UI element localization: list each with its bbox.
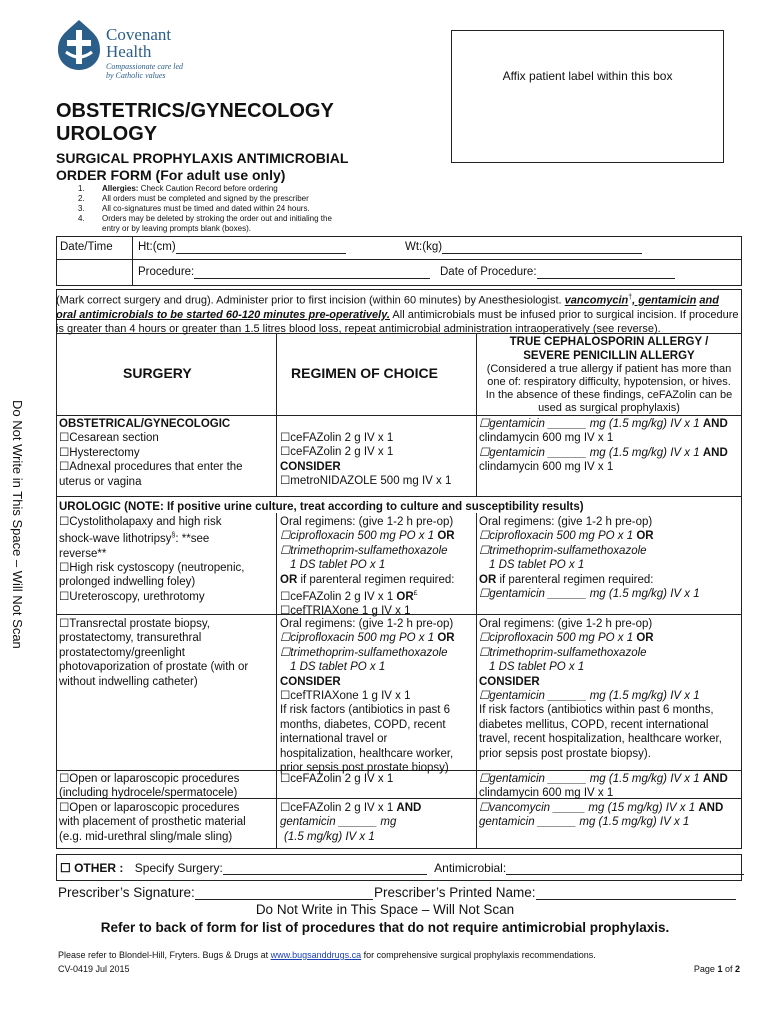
surgery-text: : **see <box>175 533 210 546</box>
intro-gentamicin: , gentamicin <box>632 294 697 307</box>
regimen-text: ☐ciprofloxacin 500 mg PO x 1 <box>280 530 435 543</box>
obgyn-heading: OBSTETRICAL/GYNECOLOGIC <box>59 418 231 430</box>
weight-input[interactable] <box>442 242 642 254</box>
allergy-desc-line: In the absence of these findings, ceFAZolin can be <box>485 389 733 401</box>
rule <box>56 236 742 237</box>
surgery-text: shock-wave lithotripsy <box>59 533 172 546</box>
or-text: OR <box>396 590 414 603</box>
uro1-cipro-checkbox[interactable] <box>280 529 455 543</box>
rule <box>56 496 742 497</box>
uro2-regimen-cell <box>280 617 455 775</box>
surgery-line: prostatectomy/greenlight <box>59 646 185 659</box>
rule <box>56 289 742 290</box>
surgery-line: photovaporization of prostate (with or <box>59 661 249 674</box>
obgyn-hysterectomy-checkbox[interactable]: ☐Hysterectomy <box>59 446 140 459</box>
uro1-allergy-gentamicin-checkbox[interactable]: ☐gentamicin ______ mg (1.5 mg/kg) IV x 1 <box>479 588 700 601</box>
rule <box>476 513 477 848</box>
surgery-line <box>59 529 244 546</box>
prescriber-signature-field[interactable] <box>58 886 373 900</box>
instruction-item <box>78 204 332 214</box>
uro3-cefazolin-checkbox[interactable]: ☐ceFAZolin 2 g IV x 1 <box>280 773 394 785</box>
instructions-list <box>78 184 332 234</box>
obgyn-surgery-cell <box>59 417 243 489</box>
allergy-line <box>479 573 700 587</box>
uro3-allergy-gentamicin-checkbox[interactable] <box>479 772 728 786</box>
intro-text-2: and oral antimicrobials to be started 60-120 minutes pre-operatively. <box>56 294 719 321</box>
rule <box>56 854 742 855</box>
page-current: 1 <box>717 964 723 974</box>
other-checkbox[interactable]: ☐ OTHER : <box>60 861 124 875</box>
height-input[interactable] <box>176 242 346 254</box>
regimen-line: If risk factors (antibiotics in past 6 <box>280 704 451 717</box>
regimen-line: international travel or <box>280 733 388 746</box>
logo-tagline-line2: by Catholic values <box>106 71 166 80</box>
other-row <box>60 861 744 875</box>
logo-tagline <box>106 62 183 80</box>
allergy-line: travel, recent hospitalization, healthcare worker, <box>479 733 722 746</box>
regimen-column-header: REGIMEN OF CHOICE <box>291 365 439 381</box>
page-number <box>640 962 740 976</box>
instruction-text: All orders must be completed and signed by the prescriber <box>102 194 309 203</box>
regimen-line: prior sepsis post prostate biopsy) <box>280 762 449 775</box>
prescriber-name-field[interactable] <box>374 886 736 900</box>
or-text: OR <box>636 530 654 543</box>
regimen-line: 1 DS tablet PO x 1 <box>290 661 386 674</box>
surgery-column-header: SURGERY <box>123 365 192 381</box>
uro1-ureteroscopy-checkbox[interactable]: ☐Ureteroscopy, urethrotomy <box>59 590 205 603</box>
procedure-label: Procedure: <box>138 266 195 278</box>
printed-name-input[interactable] <box>536 886 736 900</box>
uro1-allergy-cipro-checkbox[interactable] <box>479 529 700 543</box>
uro4-cefazolin-checkbox[interactable] <box>280 801 421 815</box>
regimen-line <box>280 573 455 587</box>
or-text: OR <box>437 530 455 543</box>
allergy-line: ☐gentamicin ______ mg (1.5 mg/kg) IV x 1 <box>479 418 700 430</box>
instruction-item <box>78 214 332 224</box>
and-text: AND <box>698 802 724 814</box>
allergy-line: 1 DS tablet PO x 1 <box>489 661 585 674</box>
urologic-heading: UROLOGIC (NOTE: If positive urine culture, treat according to culture and susceptibility results) <box>59 501 584 513</box>
footer-text: Please refer to Blondel-Hill, Fryters. Bugs & Drugs at <box>58 950 271 960</box>
and-text: AND <box>702 773 728 785</box>
specify-surgery-label: Specify Surgery: <box>134 861 223 875</box>
instruction-item <box>78 194 332 204</box>
pound-mark: £ <box>413 590 418 598</box>
procedure-date-label: Date of Procedure: <box>440 266 537 278</box>
uro1-ceftriaxone-checkbox[interactable]: ☐cefTRIAXone 1 g IV x 1 <box>280 605 411 618</box>
allergy-line: diabetes mellitus, COPD, recent international <box>479 718 709 731</box>
rule <box>56 289 57 848</box>
surgery-line: reverse** <box>59 547 107 560</box>
uro1-tmp-smx-checkbox[interactable]: ☐trimethoprim-sulfamethoxazole <box>280 544 448 557</box>
regimen-line: Oral regimens: (give 1-2 h pre-op) <box>280 516 454 528</box>
patient-label-text: Affix patient label within this box <box>502 69 673 83</box>
uro1-allergy-tmp-smx-checkbox[interactable]: ☐trimethoprim-sulfamethoxazole <box>479 544 647 557</box>
allergy-desc-line: one of: respiratory difficulty, hypotension, or hives. <box>487 376 731 388</box>
rule <box>56 880 742 881</box>
allergy-text: ☐ciprofloxacin 500 mg PO x 1 <box>479 632 634 645</box>
printed-name-label: Prescriber’s Printed Name: <box>374 885 536 900</box>
allergy-text: ☐gentamicin ______ mg (1.5 mg/kg) IV x 1 <box>479 773 700 785</box>
or-text: OR <box>636 632 654 645</box>
rule <box>56 259 742 260</box>
form-title-line2: UROLOGY <box>56 123 158 145</box>
uro2-allergy-cipro-checkbox[interactable] <box>479 631 722 645</box>
footer-text: for comprehensive surgical prophylaxis recommendations. <box>361 950 596 960</box>
refer-to-back-notice: Refer to back of form for list of procedures that do not require antimicrobial prophylaxis. <box>100 920 670 935</box>
allergy-line: clindamycin 600 mg IV x 1 <box>479 432 614 445</box>
and-text: AND <box>702 418 728 430</box>
uro1-allergy-cell <box>479 515 700 601</box>
weight-field[interactable] <box>405 240 642 254</box>
form-subtitle <box>56 150 348 184</box>
obgyn-regimen-cell <box>280 431 451 489</box>
footer-reference <box>58 948 596 962</box>
datetime-label: Date/Time <box>60 241 113 253</box>
surgery-line: (including hydrocele/spermatocele) <box>59 787 238 800</box>
regimen-line: 1 DS tablet PO x 1 <box>290 559 386 572</box>
obgyn-adnexal-text: uterus or vagina <box>59 475 142 488</box>
side-do-not-write-notice: Do Not Write in This Space – Will Not Scan <box>10 400 25 649</box>
obgyn-cefazolin-checkbox[interactable]: ☐ceFAZolin 2 g IV x 1 <box>280 446 394 459</box>
regimen-text: ☐ciprofloxacin 500 mg PO x 1 <box>280 632 435 645</box>
instruction-number: 3. <box>78 204 85 213</box>
regimen-line: gentamicin ______ mg <box>280 816 397 829</box>
allergy-line: prior sepsis post prostate biopsy). <box>479 747 651 760</box>
instruction-number: 2. <box>78 194 85 203</box>
instruction-item <box>78 184 332 194</box>
procedure-date-field[interactable] <box>440 265 675 279</box>
intro-text-3: All antimicrobials must be infused prior to surgical incision. If procedure is greater than 4 hours or greater than 1.5 litres blood loss, repeat antimicrobial administration intraoperatively (see reverse). <box>56 308 739 335</box>
allergy-header-line1: TRUE CEPHALOSPORIN ALLERGY / <box>509 336 709 348</box>
obgyn-allergy-gentamicin-checkbox[interactable] <box>479 446 728 460</box>
rule <box>56 848 742 849</box>
regimen-line: hospitalization, healthcare worker, <box>280 747 454 760</box>
height-field[interactable] <box>138 240 346 254</box>
surgery-line: prolonged indwelling foley) <box>59 576 196 589</box>
instruction-number <box>78 224 102 234</box>
uro1-regimen-cell <box>280 515 455 619</box>
obgyn-consider: CONSIDER <box>280 460 341 473</box>
allergy-desc-line: (Considered a true allergy if patient has more than <box>486 363 732 375</box>
weight-label: Wt:(kg) <box>405 241 443 253</box>
uro3-allergy-cell <box>479 772 728 801</box>
obgyn-allergy-cell <box>479 417 728 475</box>
surgery-line: with placement of prosthetic material <box>59 816 246 829</box>
allergy-line: clindamycin 600 mg IV x 1 <box>479 461 614 474</box>
uro4-regimen-cell <box>280 801 421 844</box>
uro2-ceftriaxone-checkbox[interactable]: ☐cefTRIAXone 1 g IV x 1 <box>280 690 411 703</box>
page-total: 2 <box>734 964 740 974</box>
bugs-and-drugs-link[interactable]: www.bugsanddrugs.ca <box>270 950 362 960</box>
uro1-cystoscopy-checkbox[interactable]: ☐High risk cystoscopy (neutropenic, <box>59 562 245 575</box>
logo-name-line2: Health <box>106 42 152 61</box>
logo-name <box>106 26 171 60</box>
form-code: CV-0419 Jul 2015 <box>58 964 130 974</box>
uro4-allergy-cell <box>479 801 723 830</box>
logo-name-line1: Covenant <box>106 25 172 44</box>
form-subtitle-line1: SURGICAL PROPHYLAXIS ANTIMICROBIAL <box>56 150 349 166</box>
intro-dagger: † <box>628 294 633 301</box>
rule <box>276 513 277 848</box>
allergy-line: gentamicin ______ mg (1.5 mg/kg) IV x 1 <box>479 816 690 829</box>
allergy-text: if parenteral regimen required: <box>496 573 654 586</box>
uro2-surgery-cell <box>59 617 248 689</box>
allergy-line: Oral regimens: (give 1-2 h pre-op) <box>479 618 653 630</box>
obgyn-allergy-gentamicin-checkbox[interactable] <box>479 417 728 431</box>
signature-input[interactable] <box>195 886 373 900</box>
uro3-open-procedure-checkbox[interactable]: ☐Open or laparoscopic procedures <box>59 773 240 785</box>
rule <box>56 415 742 416</box>
rule <box>741 236 742 285</box>
surgery-line: prostatectomy, transurethral <box>59 632 202 645</box>
allergy-desc-line: used as surgical prophylaxis) <box>538 402 680 414</box>
or-text: OR <box>479 573 497 586</box>
instruction-item <box>78 224 332 234</box>
uro1-surgery-cell <box>59 515 244 604</box>
uro1-cefazolin-checkbox[interactable] <box>280 587 455 604</box>
regimen-line: months, diabetes, COPD, recent <box>280 718 446 731</box>
height-label: Ht:(cm) <box>138 241 176 253</box>
regimen-text: ☐ceFAZolin 2 g IV x 1 <box>280 802 397 814</box>
form-subtitle-line2: ORDER FORM (For adult use only) <box>56 167 286 183</box>
rule <box>132 236 133 285</box>
instruction-text: Check Caution Record before ordering <box>138 184 278 193</box>
surgery-line: without indwelling catheter) <box>59 675 198 688</box>
allergy-line: ☐gentamicin ______ mg (1.5 mg/kg) IV x 1 <box>479 446 700 459</box>
uro1-cystolitholapaxy-checkbox[interactable]: ☐Cystolitholapaxy and high risk <box>59 516 222 528</box>
rule <box>741 289 742 848</box>
intro-vancomycin: vancomycin <box>564 294 629 307</box>
allergy-line: 1 DS tablet PO x 1 <box>489 559 585 572</box>
logo-tagline-line1: Compassionate care led <box>106 62 184 71</box>
regimen-line: (1.5 mg/kg) IV x 1 <box>284 830 375 843</box>
instruction-number: 4. <box>78 214 85 223</box>
page-text: Page <box>693 964 718 974</box>
surgery-line: (e.g. mid-urethral sling/male sling) <box>59 830 233 843</box>
allergy-consider: CONSIDER <box>479 675 540 688</box>
obgyn-adnexal-checkbox[interactable]: ☐Adnexal procedures that enter the <box>59 461 243 474</box>
obgyn-metronidazole-checkbox[interactable]: ☐metroNIDAZOLE 500 mg IV x 1 <box>280 475 452 488</box>
procedure-date-input[interactable] <box>537 267 675 279</box>
allergy-text: ☐ciprofloxacin 500 mg PO x 1 <box>479 530 634 543</box>
allergy-header-line2: SEVERE PENICILLIN ALLERGY <box>523 350 695 363</box>
do-not-write-notice: Do Not Write in This Space – Will Not Scan <box>255 902 515 917</box>
instruction-text: Orders may be deleted by stroking the order out and initialing the <box>102 214 332 223</box>
allergy-line: clindamycin 600 mg IV x 1 <box>479 787 614 800</box>
instruction-bold: Allergies: <box>102 184 139 193</box>
uro2-cipro-checkbox[interactable] <box>280 631 455 645</box>
allergy-description <box>478 363 740 415</box>
uro3-surgery-cell <box>59 772 239 801</box>
uro3-regimen-cell <box>280 772 393 786</box>
procedure-field[interactable] <box>138 265 430 279</box>
patient-label-box[interactable] <box>451 30 724 163</box>
instruction-number: 1. <box>78 184 85 193</box>
or-text: OR <box>437 632 455 645</box>
signature-label: Prescriber’s Signature: <box>58 885 195 900</box>
or-text: OR <box>280 573 298 586</box>
antimicrobial-label: Antimicrobial: <box>434 861 507 875</box>
uro2-allergy-cell <box>479 617 722 761</box>
uro4-allergy-vancomycin-checkbox[interactable] <box>479 801 723 815</box>
rule <box>56 285 742 286</box>
form-title <box>56 100 334 146</box>
covenant-health-logo-icon <box>56 18 102 72</box>
instruction-text: entry or by leaving prompts blank (boxes). <box>102 224 251 233</box>
obgyn-cesarean-checkbox[interactable]: ☐Cesarean section <box>59 432 159 445</box>
uro2-prostate-checkbox[interactable]: ☐Transrectal prostate biopsy, <box>59 618 210 630</box>
page-text: of <box>722 964 735 974</box>
uro4-prosthetic-checkbox[interactable]: ☐Open or laparoscopic procedures <box>59 802 240 814</box>
rule <box>56 236 57 285</box>
form-title-line1: OBSTETRICS/GYNECOLOGY <box>56 100 334 122</box>
procedure-input[interactable] <box>194 267 430 279</box>
uro2-allergy-gentamicin-checkbox[interactable]: ☐gentamicin ______ mg (1.5 mg/kg) IV x 1 <box>479 690 700 703</box>
regimen-text: if parenteral regimen required: <box>297 573 455 586</box>
allergy-line: Oral regimens: (give 1-2 h pre-op) <box>479 516 653 528</box>
intro-text-1: (Mark correct surgery and drug). Administer prior to first incision (within 60 minutes) by Anesthesiologist. <box>56 294 562 307</box>
regimen-consider: CONSIDER <box>280 675 341 688</box>
and-text: AND <box>396 802 422 814</box>
allergy-line: If risk factors (antibiotics within past 6 months, <box>479 704 714 717</box>
regimen-line: Oral regimens: (give 1-2 h pre-op) <box>280 618 454 630</box>
uro2-tmp-smx-checkbox[interactable]: ☐trimethoprim-sulfamethoxazole <box>280 646 448 659</box>
antimicrobial-input[interactable] <box>506 863 744 875</box>
regimen-text: ☐ceFAZolin 2 g IV x 1 <box>280 590 397 603</box>
specify-surgery-input[interactable] <box>223 863 427 875</box>
allergy-column-header <box>478 335 740 364</box>
obgyn-cefazolin-checkbox[interactable]: ☐ceFAZolin 2 g IV x 1 <box>280 432 394 444</box>
allergy-text: ☐vancomycin _____ mg (15 mg/kg) IV x 1 <box>479 802 699 814</box>
section-mark: § <box>171 532 176 540</box>
and-text: AND <box>702 446 728 459</box>
uro4-surgery-cell <box>59 801 246 844</box>
instruction-text: All co-signatures must be timed and dated within 24 hours. <box>102 204 310 213</box>
uro2-allergy-tmp-smx-checkbox[interactable]: ☐trimethoprim-sulfamethoxazole <box>479 646 647 659</box>
administration-instructions <box>56 291 740 336</box>
rule <box>56 854 57 880</box>
